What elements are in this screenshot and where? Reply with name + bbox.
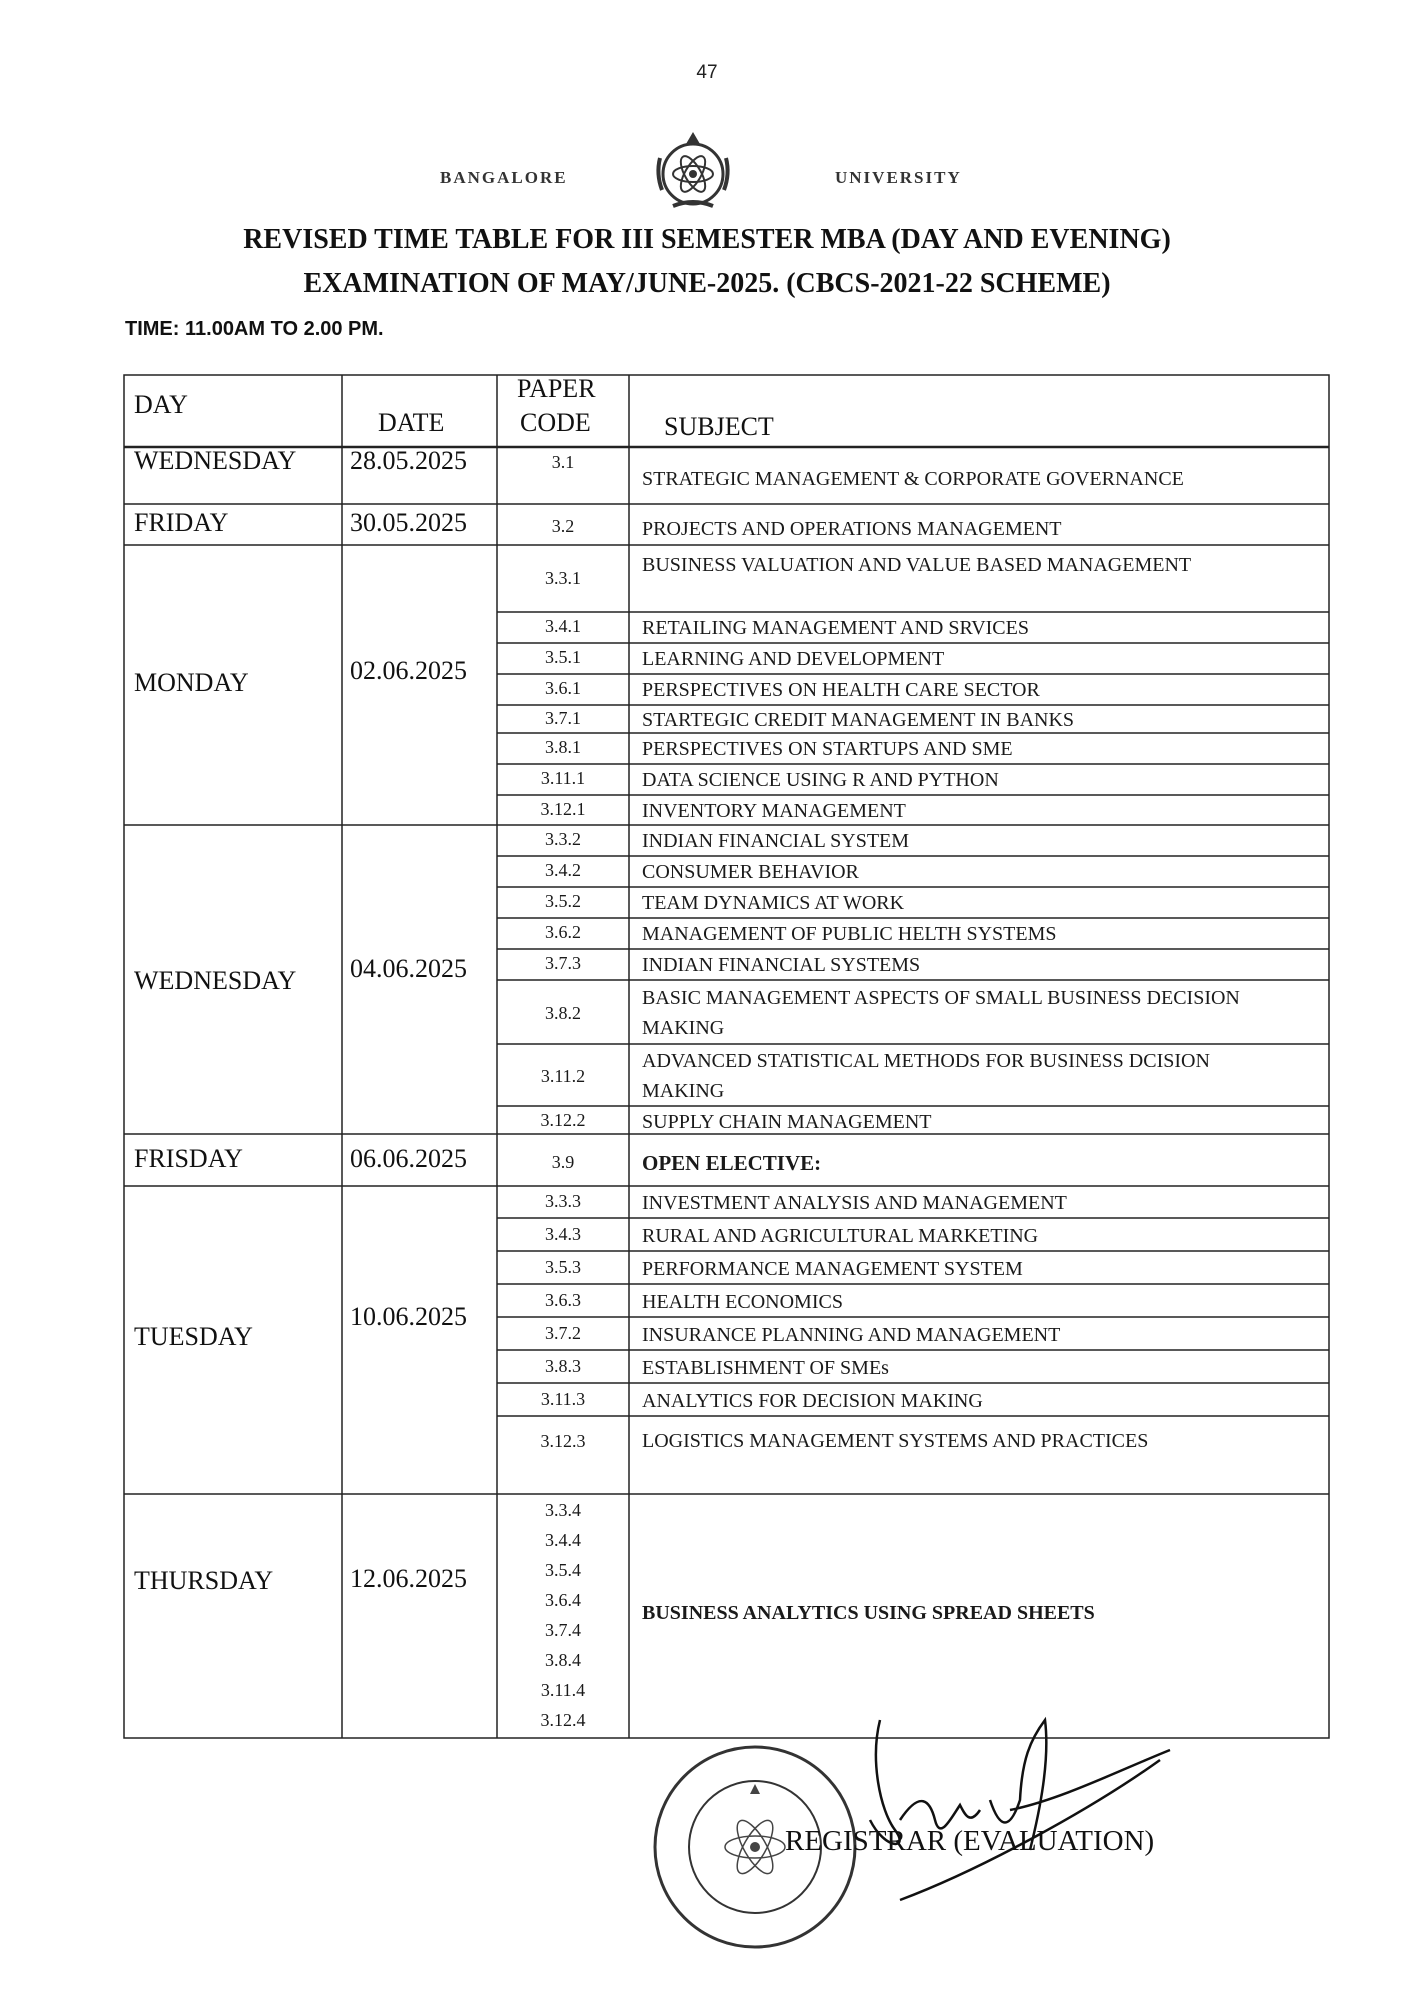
paper-code-cell: 3.3.3 (545, 1191, 581, 1211)
paper-code-cell: 3.4.4 (545, 1530, 581, 1550)
subject-cell: DATA SCIENCE USING R AND PYTHON (642, 769, 999, 791)
paper-code-cell: 3.5.3 (545, 1257, 581, 1277)
paper-code-cell: 3.11.4 (540, 1680, 586, 1700)
university-header (0, 128, 1414, 208)
subject-cell: STARTEGIC CREDIT MANAGEMENT IN BANKS (642, 709, 1075, 731)
paper-code-cell: 3.7.2 (545, 1323, 581, 1343)
paper-code-cell: 3.11.3 (540, 1389, 586, 1409)
paper-code-cell: 3.8.3 (545, 1356, 581, 1376)
date-cell: 06.06.2025 (350, 1144, 467, 1173)
title-line-2: EXAMINATION OF MAY/JUNE-2025. (CBCS-2021-22 SCHEME) (303, 268, 1111, 299)
date-cell: 10.06.2025 (350, 1302, 467, 1331)
day-cell: THURSDAY (134, 1566, 274, 1595)
paper-code-cell: 3.12.1 (540, 799, 586, 819)
paper-code-cell: 3.5.1 (545, 647, 581, 667)
paper-code-cell: 3.3.4 (545, 1500, 581, 1520)
subject-cell: PROJECTS AND OPERATIONS MANAGEMENT (642, 518, 1062, 540)
title-line-1: REVISED TIME TABLE FOR III SEMESTER MBA (DAY AND EVENING) (243, 224, 1171, 255)
subject-cell: MANAGEMENT OF PUBLIC HELTH SYSTEMS (642, 923, 1057, 945)
exam-time: TIME: 11.00AM TO 2.00 PM. (125, 318, 384, 340)
paper-code-cell: 3.6.3 (545, 1290, 581, 1310)
university-name-left: BANGALORE (440, 168, 568, 187)
paper-code-cell: 3.7.1 (545, 708, 581, 728)
day-cell: MONDAY (134, 668, 249, 697)
subject-cell: ESTABLISHMENT OF SMEs (642, 1357, 889, 1379)
day-cell: WEDNESDAY (134, 966, 297, 995)
registrar-title: REGISTRAR (EVALUATION) (785, 1825, 1155, 1857)
subject-cell: HEALTH ECONOMICS (642, 1291, 843, 1313)
day-cell: FRIDAY (134, 508, 229, 537)
paper-code-cell: 3.4.2 (545, 860, 581, 880)
paper-code-cell: 3.9 (551, 1152, 575, 1172)
paper-code-cell: 3.6.2 (545, 922, 581, 942)
subject-cell: INVENTORY MANAGEMENT (642, 800, 906, 822)
header-paper-code: PAPER (517, 374, 596, 403)
paper-code-cell: 3.5.2 (545, 891, 581, 911)
paper-code-cell: 3.6.4 (545, 1590, 581, 1610)
subject-cell: BUSINESS ANALYTICS USING SPREAD SHEETS (642, 1602, 1095, 1624)
paper-code-cell: 3.1 (551, 452, 575, 472)
date-cell: 28.05.2025 (350, 446, 467, 475)
date-cell: 02.06.2025 (350, 656, 467, 685)
signature-icon (840, 1700, 1180, 1930)
subject-cell: PERSPECTIVES ON STARTUPS AND SME (642, 738, 1013, 760)
paper-code-cell: 3.7.4 (545, 1620, 581, 1640)
university-name-right: UNIVERSITY (835, 168, 962, 187)
subject-cell: LEARNING AND DEVELOPMENT (642, 648, 945, 670)
subject-cell: SUPPLY CHAIN MANAGEMENT (642, 1111, 932, 1133)
subject-cell: RETAILING MANAGEMENT AND SRVICES (642, 617, 1029, 639)
paper-code-cell: 3.6.1 (545, 678, 581, 698)
paper-code-cell: 3.8.2 (545, 1003, 581, 1023)
date-cell: 04.06.2025 (350, 954, 467, 983)
subject-cell: INDIAN FINANCIAL SYSTEMS (642, 954, 921, 976)
subject-cell: STRATEGIC MANAGEMENT & CORPORATE GOVERNANCE (642, 468, 1184, 490)
day-cell: FRISDAY (134, 1144, 243, 1173)
day-cell: TUESDAY (134, 1322, 253, 1351)
date-cell: 12.06.2025 (350, 1564, 467, 1593)
date-cell: 30.05.2025 (350, 508, 467, 537)
subject-cell: PERFORMANCE MANAGEMENT SYSTEM (642, 1258, 1023, 1280)
subject-cell: TEAM DYNAMICS AT WORK (642, 892, 905, 914)
paper-code-cell: 3.3.1 (545, 568, 581, 588)
header-day: DAY (134, 390, 188, 419)
paper-code-cell: 3.8.4 (545, 1650, 581, 1670)
header-paper-code: CODE (520, 408, 591, 437)
subject-cell: CONSUMER BEHAVIOR (642, 861, 859, 883)
paper-code-cell: 3.7.3 (545, 953, 581, 973)
day-cell: WEDNESDAY (134, 446, 297, 475)
subject-cell: ADVANCED STATISTICAL METHODS FOR BUSINESS DCISION MAKING (642, 1050, 1210, 1102)
subject-cell: OPEN ELECTIVE: (642, 1151, 822, 1175)
paper-code-cell: 3.4.3 (545, 1224, 581, 1244)
paper-code-cell: 3.3.2 (545, 829, 581, 849)
paper-code-cell: 3.2 (551, 516, 575, 536)
paper-code-cell: 3.12.2 (540, 1110, 586, 1130)
subject-cell: ANALYTICS FOR DECISION MAKING (642, 1390, 983, 1412)
paper-code-cell: 3.4.1 (545, 616, 581, 636)
subject-cell: PERSPECTIVES ON HEALTH CARE SECTOR (642, 679, 1040, 701)
subject-cell: BUSINESS VALUATION AND VALUE BASED MANAGEMENT (642, 554, 1192, 576)
header-subject: SUBJECT (664, 412, 774, 441)
header-date: DATE (378, 408, 445, 437)
paper-code-cell: 3.12.3 (540, 1431, 586, 1451)
paper-code-cell: 3.11.1 (540, 768, 586, 788)
page-number: 47 (696, 62, 718, 83)
subject-cell: INDIAN FINANCIAL SYSTEM (642, 830, 910, 852)
subject-cell: INSURANCE PLANNING AND MANAGEMENT (642, 1324, 1061, 1346)
paper-code-cell: 3.8.1 (545, 737, 581, 757)
paper-code-cell: 3.11.2 (540, 1066, 586, 1086)
university-emblem-icon (648, 128, 738, 212)
subject-cell: RURAL AND AGRICULTURAL MARKETING (642, 1225, 1039, 1247)
subject-cell: BASIC MANAGEMENT ASPECTS OF SMALL BUSINESS DECISION MAKING (642, 987, 1240, 1039)
subject-cell: LOGISTICS MANAGEMENT SYSTEMS AND PRACTICES (642, 1430, 1149, 1452)
paper-code-cell: 3.5.4 (545, 1560, 581, 1580)
paper-code-cell: 3.12.4 (540, 1710, 586, 1730)
subject-cell: INVESTMENT ANALYSIS AND MANAGEMENT (642, 1192, 1067, 1214)
